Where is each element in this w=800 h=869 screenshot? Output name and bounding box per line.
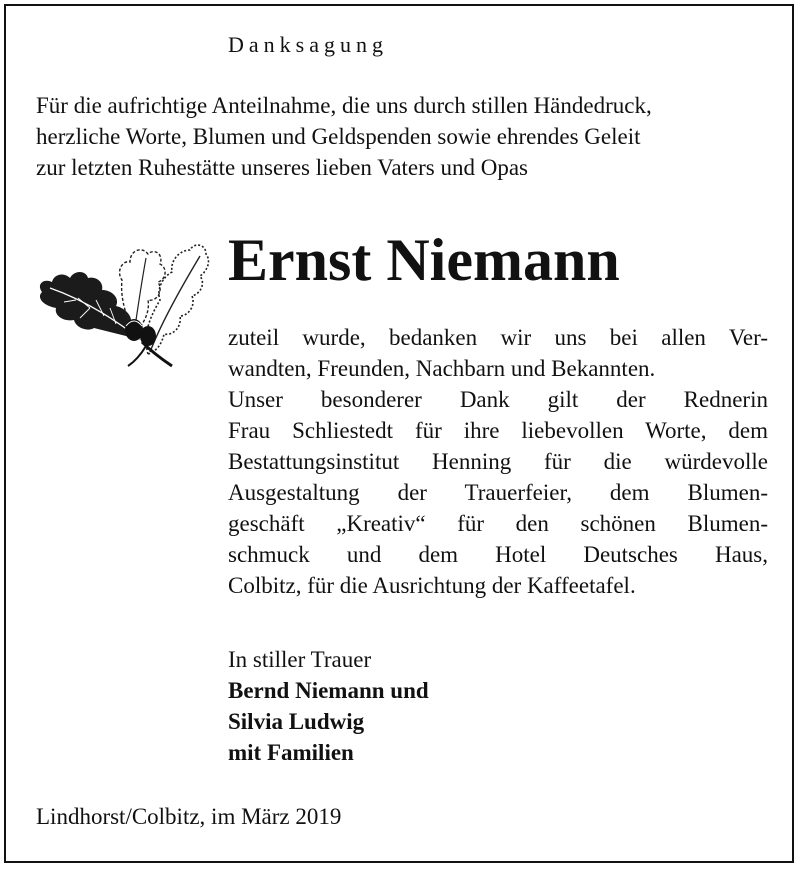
signature-block (228, 644, 429, 768)
signer-name: Bernd Niemann und (228, 678, 429, 703)
body-line: wandten, Freunden, Nachbarn und Bekannten. (228, 356, 656, 381)
place-and-date: Lindhorst/Colbitz, im März 2019 (36, 804, 342, 829)
intro-line: Für die aufrichtige Anteilnahme, die uns durch stillen Händedruck, (36, 93, 652, 118)
oak-leaf-icon (30, 236, 212, 370)
body-line: Unser besonderer Dank gilt der Rednerin (228, 387, 768, 412)
body-line: schmuck und dem Hotel Deutsches Haus, (228, 542, 768, 567)
intro-line: zur letzten Ruhestätte unseres lieben Vaters und Opas (36, 155, 529, 180)
mourning-phrase: In stiller Trauer (228, 647, 372, 672)
deceased-name: Ernst Niemann (228, 227, 620, 293)
notice-heading: Danksagung (228, 32, 388, 57)
intro-line: herzliche Worte, Blumen und Geldspenden sowie ehrendes Geleit (36, 124, 641, 149)
body-line: Ausgestaltung der Trauerfeier, dem Blumen- (228, 480, 768, 505)
body-line: geschäft „Kreativ“ für den schönen Blumen- (228, 511, 768, 536)
body-paragraph (228, 322, 768, 601)
body-line: Bestattungsinstitut Henning für die würdevolle (228, 449, 768, 474)
body-line: zuteil wurde, bedanken wir uns bei allen Ver- (228, 325, 768, 350)
signer-name: mit Familien (228, 740, 354, 765)
body-line: Colbitz, für die Ausrichtung der Kaffeetafel. (228, 573, 636, 598)
body-line: Frau Schliestedt für ihre liebevollen Worte, dem (228, 418, 768, 443)
signer-name: Silvia Ludwig (228, 709, 365, 734)
intro-paragraph (36, 90, 776, 183)
